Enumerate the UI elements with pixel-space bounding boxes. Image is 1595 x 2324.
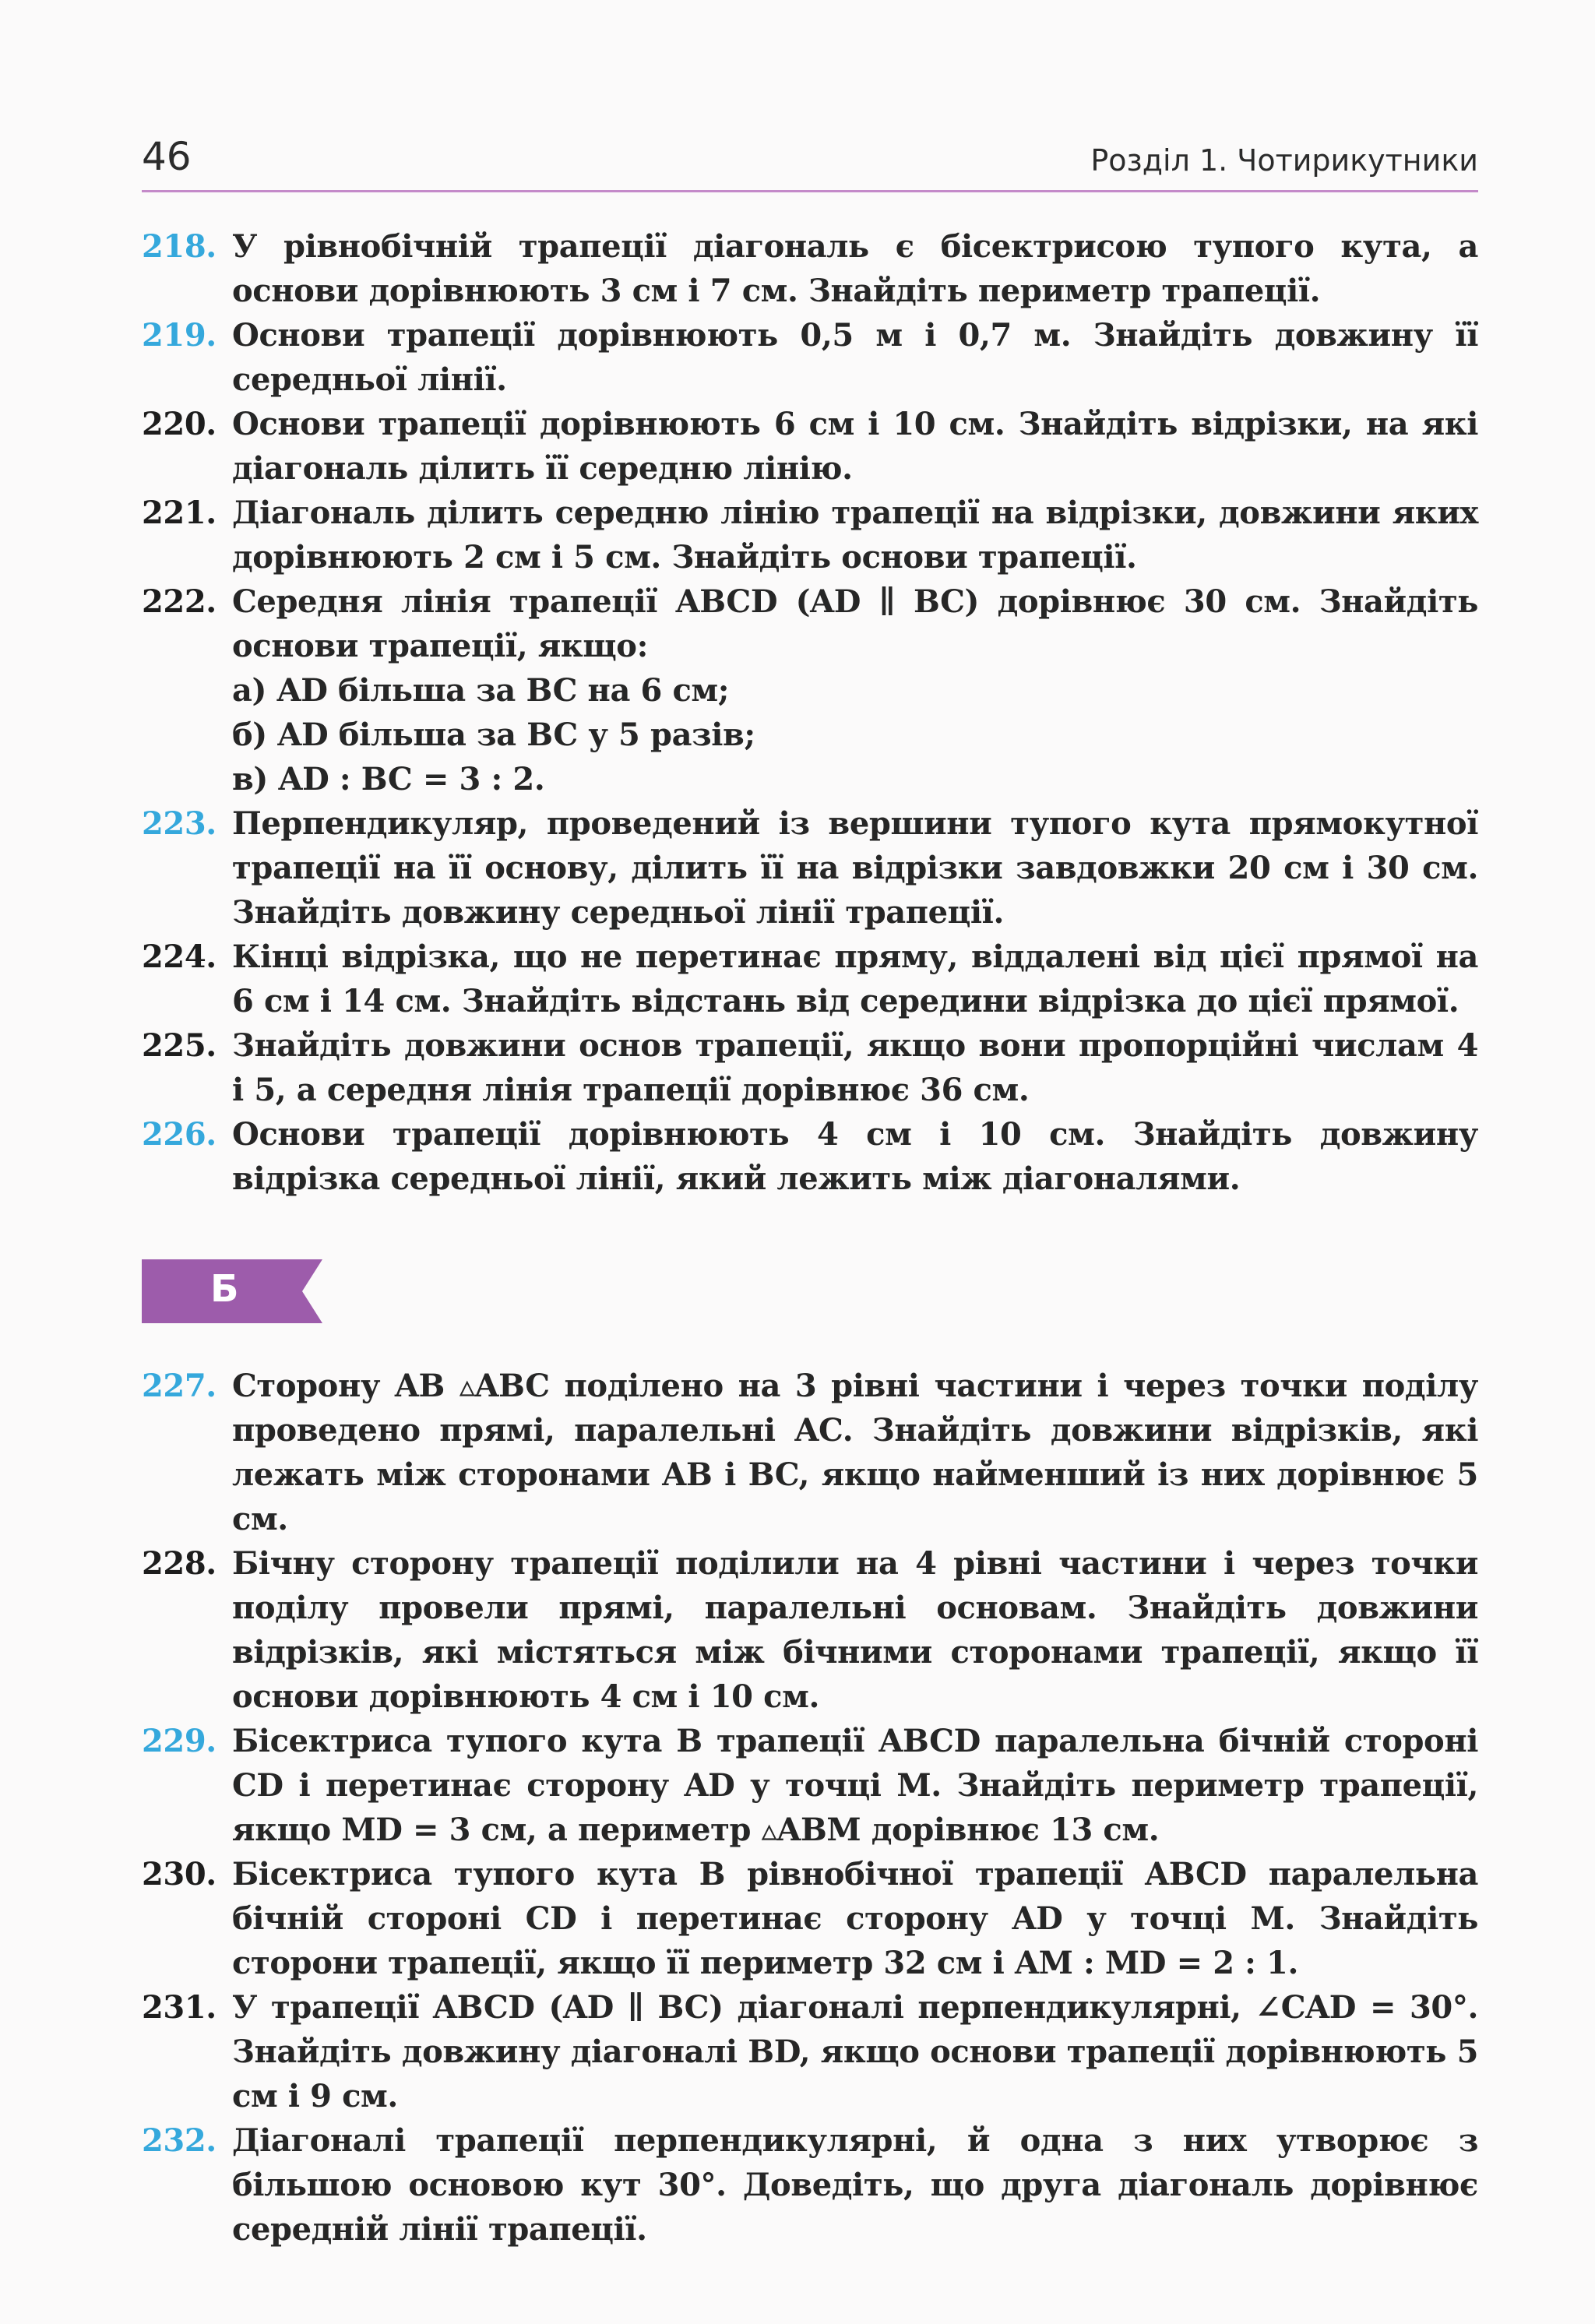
problem-number: 227.: [142, 1368, 217, 1404]
problem-item: [142, 402, 1478, 491]
problem-text: Бісектриса тупого кута B трапеції ABCD паралельна бічній стороні CD і перетинає сторону AD у точці M. Знайдіть периметр трапеції, якщо MD = 3 см, а периметр ▵ABM дорівнює 13 см.: [232, 1723, 1478, 1848]
section-letter: Б: [210, 1267, 239, 1311]
problem-text: Діагональ ділить середню лінію трапеції на відрізки, довжини яких дорівнюють 2 см і 5 см. Знайдіть основи трапеції.: [232, 495, 1478, 576]
problem-text: У рівнобічній трапеції діагональ є бісектрисою тупого кута, а основи дорівнюють 3 см і 7 см. Знайдіть периметр трапеції.: [232, 228, 1478, 309]
page-header: [142, 131, 1478, 192]
problem-text: Бісектриса тупого кута B рівнобічної трапеції ABCD паралельна бічній стороні CD і перетинає сторону AD у точці M. Знайдіть сторони трапеції, якщо її периметр 32 см і AM : MD = 2 : 1.: [232, 1856, 1478, 1981]
problem-item: [142, 491, 1478, 579]
problem-number: 228.: [142, 1545, 217, 1582]
problem-item: [142, 579, 1478, 801]
problem-item: [142, 2118, 1478, 2252]
problem-text: Діагоналі трапеції перпендикулярні, й одна з них утворює з більшою основою кут 30°. Доведіть, що друга діагональ дорівнює середній лінії трапеції.: [232, 2122, 1478, 2248]
problem-list-b: [142, 1364, 1478, 2252]
problem-item: [142, 224, 1478, 313]
problem-text: Основи трапеції дорівнюють 6 см і 10 см. Знайдіть відрізки, на які діагональ ділить її середню лінію.: [232, 406, 1478, 487]
problem-text: Основи трапеції дорівнюють 0,5 м і 0,7 м. Знайдіть довжину її середньої лінії.: [232, 317, 1478, 398]
problem-item: [142, 1541, 1478, 1719]
problem-number: 223.: [142, 805, 217, 842]
problem-number: 224.: [142, 938, 217, 975]
problem-subitem: б) AD більша за BC у 5 разів;: [232, 717, 755, 753]
problem-item: [142, 1023, 1478, 1112]
problem-item: [142, 1719, 1478, 1852]
problem-list-a: [142, 224, 1478, 1201]
problem-number: 220.: [142, 406, 217, 442]
problem-text: У трапеції ABCD (AD ∥ BC) діагоналі перпендикулярні, ∠CAD = 30°. Знайдіть довжину діагоналі BD, якщо основи трапеції дорівнюють 5 см і 9 см.: [232, 1989, 1478, 2114]
problem-number: 222.: [142, 583, 217, 620]
problem-number: 232.: [142, 2122, 217, 2159]
problem-text: Перпендикуляр, проведений із вершини тупого кута прямокутної трапеції на її основу, ділить її на відрізки завдовжки 20 см і 30 см. Знайдіть довжину середньої лінії трапеції.: [232, 805, 1478, 931]
problem-item: [142, 1112, 1478, 1201]
problem-number: 225.: [142, 1027, 217, 1064]
problem-number: 231.: [142, 1989, 217, 2026]
chapter-title: Розділ 1. Чотирикутники: [1090, 143, 1478, 178]
problem-item: [142, 313, 1478, 402]
problem-number: 219.: [142, 317, 217, 354]
problem-text: Знайдіть довжини основ трапеції, якщо вони пропорційні числам 4 і 5, а середня лінія трапеції дорівнює 36 см.: [232, 1027, 1478, 1108]
page-number: 46: [142, 134, 192, 179]
problem-item: [142, 935, 1478, 1023]
problem-text: Кінці відрізка, що не перетинає пряму, віддалені від цієї прямої на 6 см і 14 см. Знайдіть відстань від середини відрізка до цієї прямої.: [232, 938, 1478, 1019]
problem-item: [142, 1852, 1478, 1985]
problem-subitem: а) AD більша за BC на 6 см;: [232, 672, 730, 709]
problem-text: Середня лінія трапеції ABCD (AD ∥ BC) дорівнює 30 см. Знайдіть основи трапеції, якщо:: [232, 583, 1478, 664]
problem-number: 221.: [142, 495, 217, 531]
problem-item: [142, 801, 1478, 935]
section-b-badge: [142, 1259, 322, 1323]
problem-number: 230.: [142, 1856, 217, 1893]
problem-text: Основи трапеції дорівнюють 4 см і 10 см. Знайдіть довжину відрізка середньої лінії, який лежить між діагоналями.: [232, 1116, 1478, 1197]
problem-subitem: в) AD : BC = 3 : 2.: [232, 761, 545, 798]
problem-text: Бічну сторону трапеції поділили на 4 рівні частини і через точки поділу провели прямі, паралельні основам. Знайдіть довжини відрізків, які містяться між бічними сторонами трапеції, якщо її основи дорівнюють 4 см і 10 см.: [232, 1545, 1478, 1715]
problem-number: 218.: [142, 228, 217, 265]
problem-text: Сторону AB ▵ABC поділено на 3 рівні частини і через точки поділу проведено прямі, паралельні AC. Знайдіть довжини відрізків, які лежать між сторонами AB і BC, якщо найменший із них дорівнює 5 см.: [232, 1368, 1478, 1537]
problem-item: [142, 1985, 1478, 2118]
problem-number: 229.: [142, 1723, 217, 1759]
problem-number: 226.: [142, 1116, 217, 1153]
problem-item: [142, 1364, 1478, 1541]
